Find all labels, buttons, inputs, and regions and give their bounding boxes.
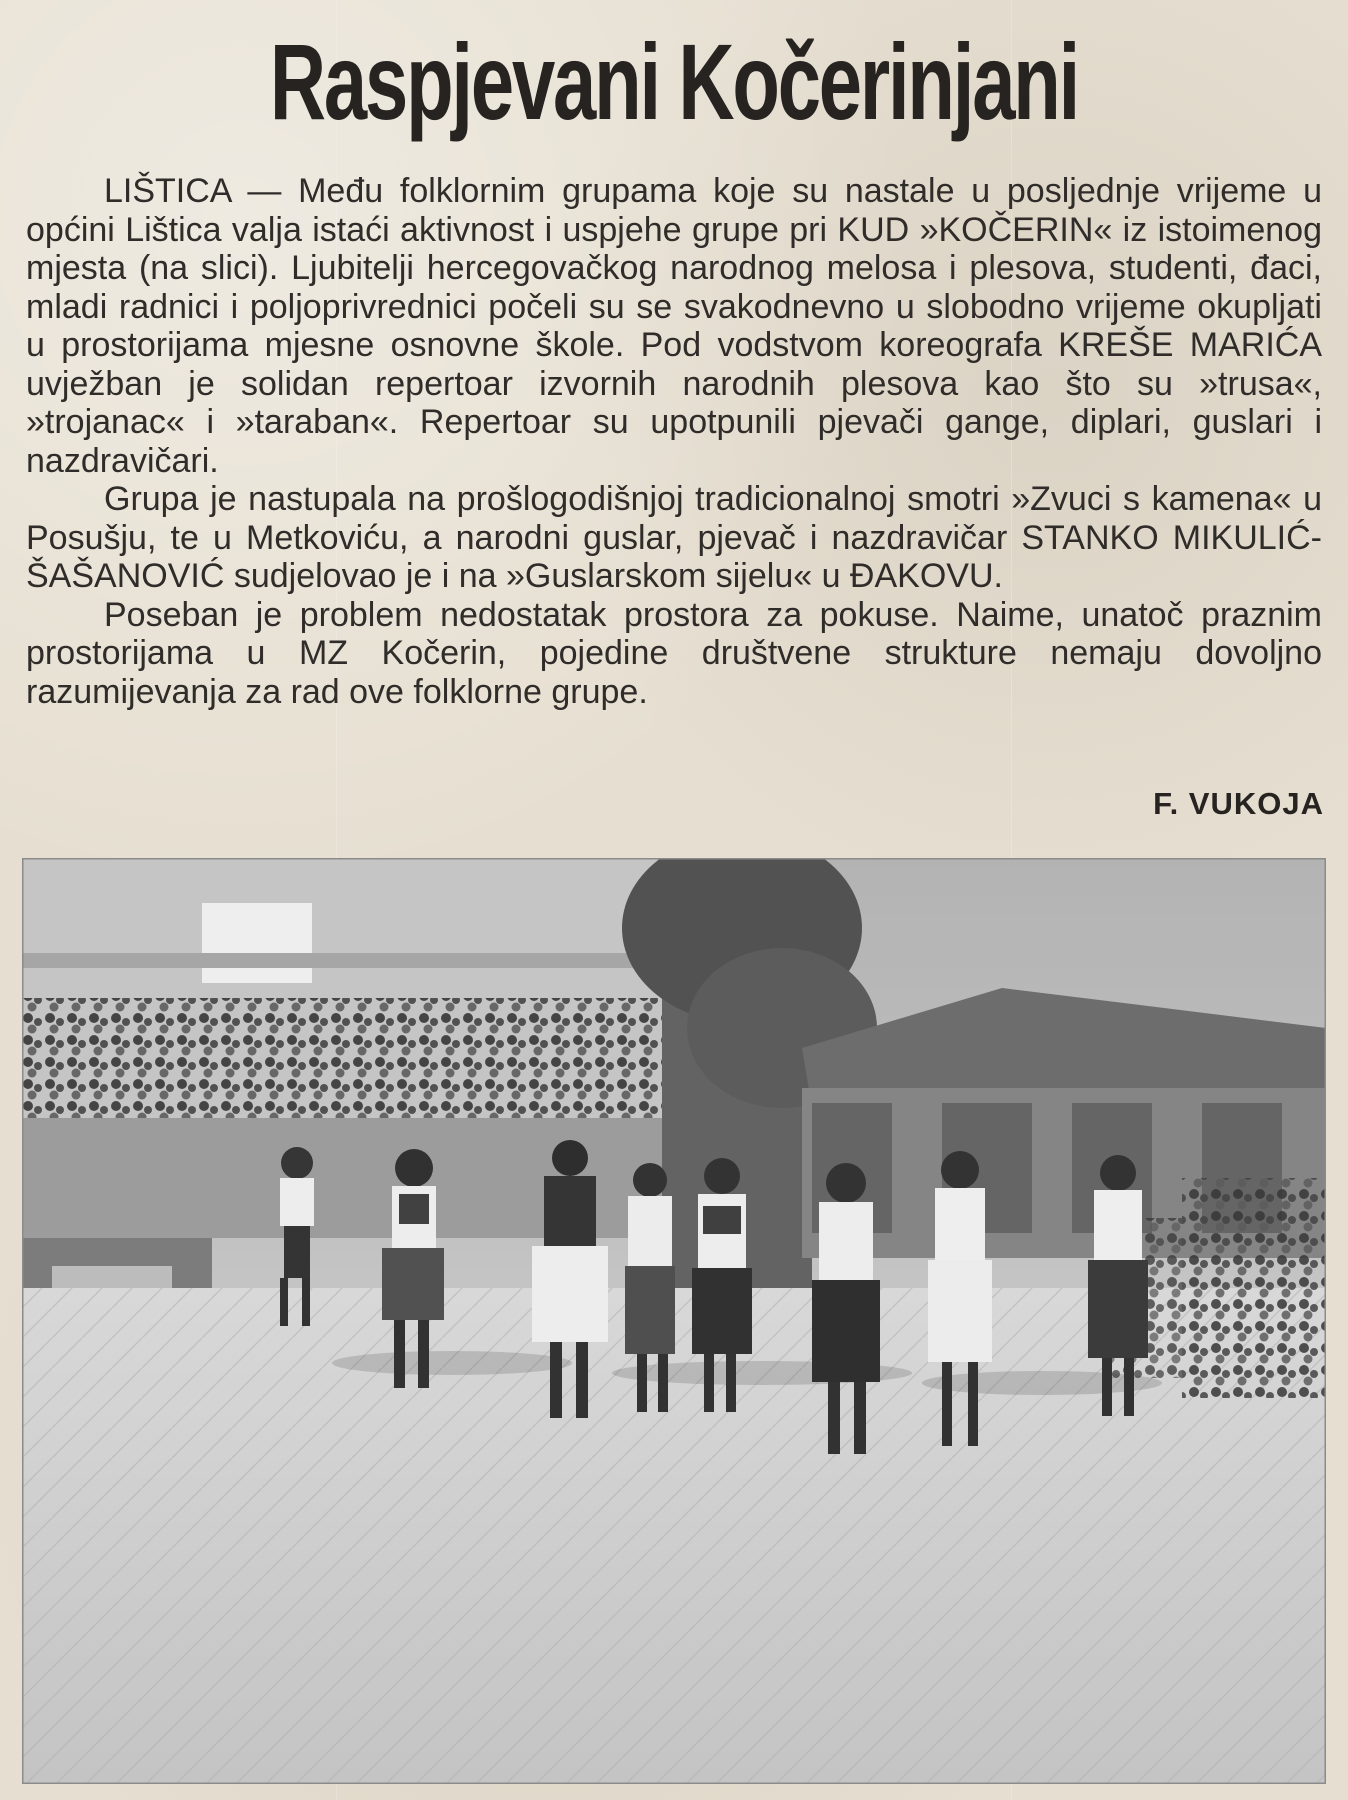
article-paragraph-3: Poseban je problem nedostatak prostora za pokuse. Naime, unatoč praznim prostorijama u MZ Kočerin, pojedine društvene strukture nemaju dovoljno razumijevanja za rad ove folklorne grupe. bbox=[26, 595, 1322, 711]
headline: Raspjevani Kočerinjani bbox=[269, 21, 1079, 142]
article-photo bbox=[22, 858, 1326, 1784]
byline: F. VUKOJA bbox=[1153, 786, 1324, 821]
article-body bbox=[26, 172, 1322, 711]
photo-illustration bbox=[22, 858, 1326, 1784]
article-paragraph-2: Grupa je nastupala na prošlogodišnjoj tradicionalnoj smotri »Zvuci s kamena« u Posušju, te u Metkoviću, a narodni guslar, pjevač i nazdravičar STANKO MIKULIĆ-ŠAŠANOVIĆ sudjelovao je i na »Guslarskom sijelu« u ĐAKOVU. bbox=[26, 480, 1322, 595]
article-paragraph-1: LIŠTICA — Među folklornim grupama koje su nastale u posljednje vrijeme u općini Lištica valja istaći aktivnost i uspjehe grupe pri KUD »KOČERIN« iz istoimenog mjesta (na slici). Ljubitelji hercegovačkog narodnog melosa i plesova, studenti, đaci, mladi radnici i poljoprivrednici počeli su se svakodnevno u slobodno vrijeme okupljati u prostorijama mjesne osnovne škole. Pod vodstvom koreografa KREŠE MARIĆA uvježban je solidan repertoar izvornih narodnih plesova kao što su »trusa«, »trojanac« i »taraban«. Repertoar su upotpunili pjevači gange, diplari, guslari i nazdravičari. bbox=[26, 172, 1322, 480]
